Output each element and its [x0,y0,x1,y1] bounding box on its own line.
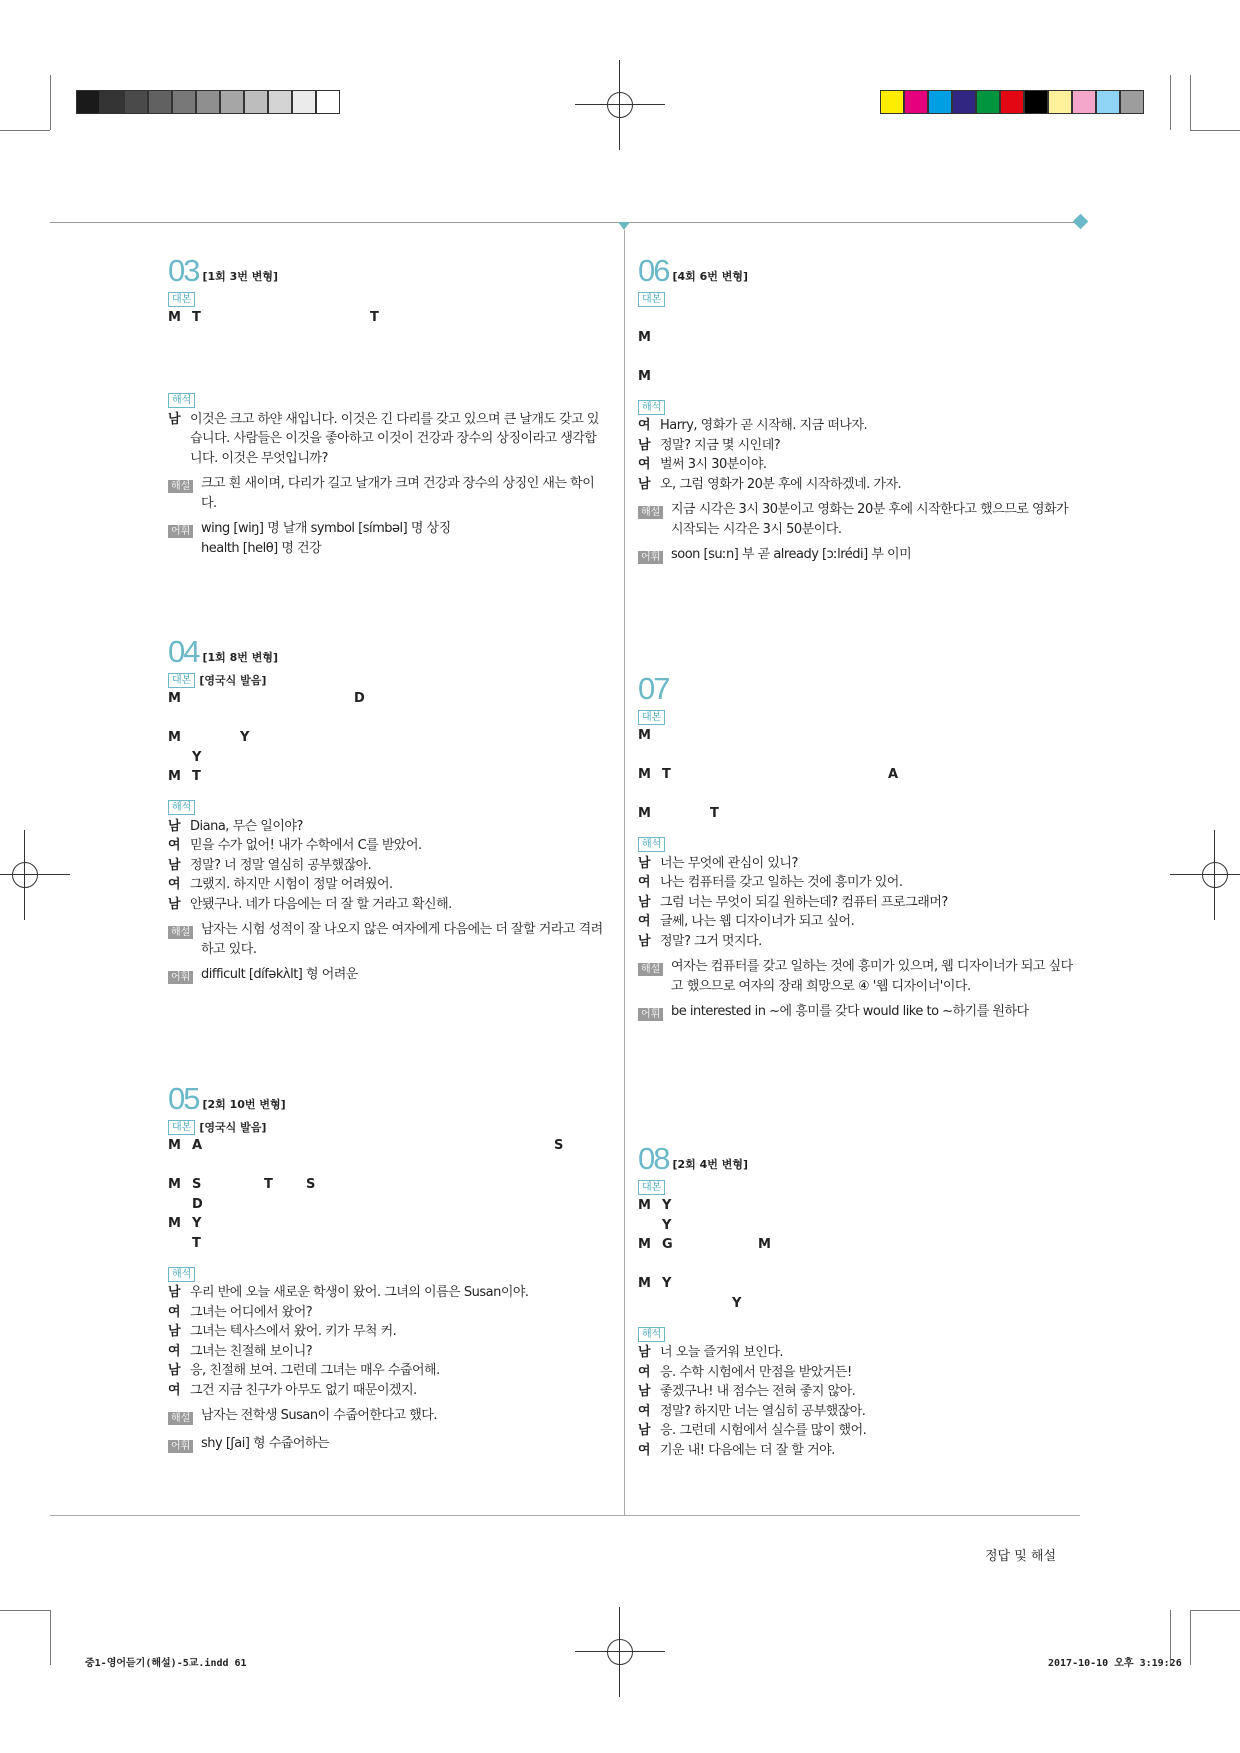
translation-badge: 해석 [168,800,195,815]
script-line: M [638,728,651,743]
registration-mark-top [575,60,665,150]
translation-line: 여 벌써 3시 30분이야. [638,457,767,472]
registration-mark-left [0,830,70,920]
translation-line: 남 정말? 그거 멋지다. [638,933,762,949]
script-line: M D [168,691,365,706]
section-number: 03 [168,253,199,288]
script-badge: 대본 [168,292,195,307]
translation-line: 남 정말? 지금 몇 시인데? [638,437,781,453]
top-rule [50,222,1075,223]
script-line: Y [732,1295,742,1311]
color-swatch [268,90,292,114]
color-swatch [316,90,340,114]
script-line: M T [168,769,201,784]
color-swatch [1000,90,1024,114]
script-line: M A S [168,1138,564,1153]
explanation: 해설 남자는 전학생 Susan이 수줍어한다고 했다. [168,1406,608,1428]
column-divider [624,230,625,1515]
translation-line: 남 안됐구나. 네가 다음에는 더 잘 할 거라고 확신해. [168,896,452,912]
print-timestamp: 2017-10-10 오후 3:19:26 [1048,1658,1182,1669]
vocab: 어휘 difficult [dífəkʌ̀lt] 형 어려운 [168,965,608,987]
script-badge: 대본 [638,1180,665,1195]
section-number: 07 [638,671,669,706]
accent-note: [영국식 발음] [199,1121,267,1134]
script-line: M T T [168,310,379,325]
color-swatch [172,90,196,114]
script-line: M [638,329,651,345]
section-number: 04 [168,634,199,669]
grayscale-color-bar [76,90,340,114]
section-tag: [1회 3번 변형] [202,270,279,283]
section-06 [638,252,1078,567]
vocab: 어휘 soon [suːn] 부 곧 already [ɔːlrédi] 부 이미 [638,545,1078,567]
translation-line: 여 그녀는 친절해 보이니? [168,1343,313,1359]
translation-line: 여 믿을 수가 없어! 내가 수학에서 C를 받았어. [168,838,422,853]
color-swatch [148,90,172,114]
section-tag: [1회 8번 변형] [202,651,279,664]
color-swatch [1120,90,1144,114]
section-number: 05 [168,1081,199,1116]
color-swatch [1072,90,1096,114]
translation-line: 여 그녀는 어디에서 왔어? [168,1304,313,1320]
bottom-rule [50,1515,1080,1516]
section-number: 06 [638,253,669,288]
translation-line: 남 Diana, 무슨 일이야? [168,818,303,834]
script-badge: 대본 [638,292,665,307]
color-swatch [976,90,1000,114]
script-line: M Y [168,730,250,745]
explanation: 해설 지금 시각은 3시 30분이고 영화는 20분 후에 시작한다고 했으므로 영화가 시작되는 시각은 3시 50분이다. [638,500,1078,539]
script-line: M Y [638,1276,672,1291]
registration-mark-right [1170,830,1240,920]
color-swatch [1096,90,1120,114]
translation-line: 남 응. 그런데 시험에서 실수를 많이 했어. [638,1423,867,1438]
translation-badge: 해석 [168,393,195,408]
color-swatch [292,90,316,114]
explanation: 해설 남자는 시험 성적이 잘 나오지 않은 여자에게 다음에는 더 잘할 거라고 격려하고 있다. [168,920,608,959]
translation-line: 여 그건 지금 친구가 아무도 없기 때문이겠지. [168,1382,417,1398]
script-line: M T [638,806,719,821]
color-swatch [244,90,268,114]
translation-line: 남 응, 친절해 보여. 그런데 그녀는 매우 수줍어해. [168,1363,440,1378]
translation-badge: 해석 [168,1267,195,1282]
section-tag: [4회 6번 변형] [672,270,749,283]
script-badge: 대본 [638,710,665,725]
translation-line: 남 그럼 너는 무엇이 되길 원하는데? 컴퓨터 프로그래머? [638,894,948,910]
translation-line: 남 좋겠구나! 내 점수는 전혀 좋지 않아. [638,1384,856,1399]
translation-line: 여 정말? 하지만 너는 열심히 공부했잖아. [638,1403,866,1419]
section-08 [638,1140,1078,1460]
script-line: M G M [638,1237,771,1252]
translation-line: 여 나는 컴퓨터를 갖고 일하는 것에 흥미가 있어. [638,875,903,890]
color-swatch [904,90,928,114]
color-swatch [124,90,148,114]
script-line: Y [192,749,202,765]
section-tag: [2회 10번 변형] [202,1098,286,1111]
translation-line: 여 Harry, 영화가 곧 시작해. 지금 떠나자. [638,418,868,433]
translation-line: 남 이것은 크고 하얀 새입니다. 이것은 긴 다리를 갖고 있으며 큰 날개도 갖고 있습니다. 사람들은 이것을 좋아하고 이것이 건강과 장수의 상징이라고 생각합니다. 이것은 무엇입니까? [168,411,599,466]
translation-line: 남 우리 반에 오늘 새로운 학생이 왔어. 그녀의 이름은 Susan이야. [168,1285,529,1300]
vocab: 어휘 shy [ʃai] 형 수줍어하는 [168,1434,608,1456]
section-07 [638,670,1078,1024]
translation-line: 남 너 오늘 즐거워 보인다. [638,1345,784,1360]
script-line: Y [662,1217,672,1233]
color-swatch [100,90,124,114]
explanation: 해설 크고 흰 새이며, 다리가 길고 날개가 크며 건강과 장수의 상징인 새는 학이다. [168,474,608,513]
print-file-name: 중1-영어듣기(해설)-5교.indd 61 [85,1658,247,1669]
script-line: M Y [168,1216,202,1231]
cmyk-color-bar [880,90,1144,114]
color-swatch [1024,90,1048,114]
translation-line: 여 응. 수학 시험에서 만점을 받았거든! [638,1364,852,1380]
section-04 [168,633,608,987]
color-swatch [880,90,904,114]
script-line: M T A [638,767,899,782]
color-swatch [928,90,952,114]
section-03 [168,252,608,558]
translation-badge: 해석 [638,1327,665,1342]
translation-line: 남 너는 무엇에 관심이 있니? [638,855,798,871]
script-line: M Y [638,1198,672,1213]
section-05 [168,1080,608,1455]
translation-line: 남 그녀는 텍사스에서 왔어. 키가 무척 커. [168,1324,397,1339]
translation-line: 남 오, 그럼 영화가 20분 후에 시작하겠네. 가자. [638,476,902,492]
script-badge: 대본 [168,673,195,688]
translation-line: 여 기운 내! 다음에는 더 잘 할 거야. [638,1442,835,1458]
color-swatch [196,90,220,114]
translation-badge: 해석 [638,837,665,852]
vocab: 어휘 be interested in ~에 흥미를 갖다 would like to ~하기를 원하다 [638,1002,1078,1024]
color-swatch [1048,90,1072,114]
section-number: 08 [638,1141,669,1176]
column-marker [618,222,630,230]
accent-note: [영국식 발음] [199,674,267,687]
section-tag: [2회 4번 변형] [672,1158,749,1171]
translation-line: 남 정말? 너 정말 열심히 공부했잖아. [168,857,372,873]
color-swatch [952,90,976,114]
diamond-ornament [1073,214,1089,230]
explanation: 해설 여자는 컴퓨터를 갖고 일하는 것에 흥미가 있으며, 웹 디자이너가 되고 싶다고 했으므로 여자의 장래 희망으로 ④ '웹 디자이너'이다. [638,957,1078,996]
script-badge: 대본 [168,1120,195,1135]
script-line: T [192,1235,201,1251]
translation-badge: 해석 [638,400,665,415]
page-footer-title: 정답 및 해설 [985,1549,1057,1564]
script-line: M [638,368,651,384]
script-line: D [192,1196,203,1212]
color-swatch [76,90,100,114]
script-line: M S T S [168,1177,316,1192]
vocab: 어휘 wing [wiŋ] 명 날개 symbol [símbəl] 명 상징 health [helθ] 명 건강 [168,519,608,558]
registration-mark-bottom [575,1607,665,1697]
translation-line: 여 글쎄, 나는 웹 디자이너가 되고 싶어. [638,914,855,929]
translation-line: 여 그랬지. 하지만 시험이 정말 어려웠어. [168,877,393,892]
color-swatch [220,90,244,114]
